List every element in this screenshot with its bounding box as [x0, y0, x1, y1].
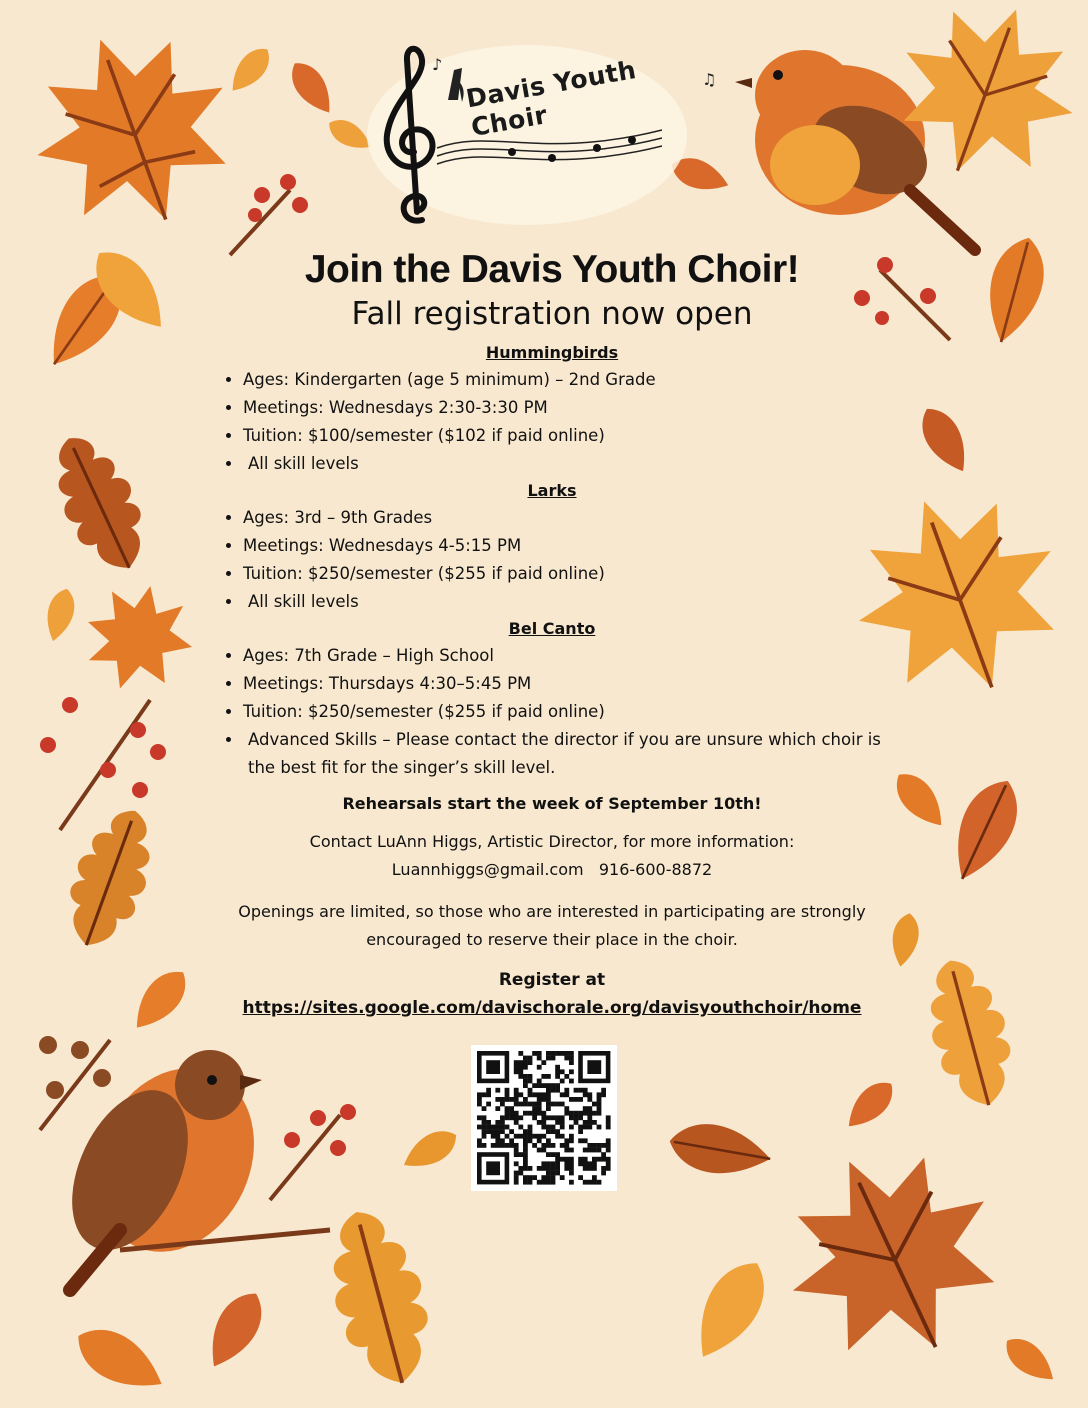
berry-branch-icon	[230, 174, 308, 255]
berry-branch-icon	[40, 697, 166, 830]
contact-info	[222, 828, 882, 884]
choir-logo	[362, 40, 717, 240]
list-item: • Tuition: $100/semester ($102 if paid online)	[243, 422, 882, 450]
list-item: • Ages: 7th Grade – High School	[243, 642, 882, 670]
berry-branch-icon	[270, 1104, 356, 1200]
list-item: • Ages: 3rd – 9th Grades	[243, 504, 882, 532]
berry-branch-icon	[39, 1036, 111, 1130]
logo-text: Davis Youth Choir	[463, 54, 639, 142]
oak-leaf-icon	[37, 423, 162, 582]
group-hummingbirds	[222, 340, 882, 478]
group-heading: Larks	[527, 481, 577, 500]
svg-text:♫: ♫	[702, 70, 717, 89]
qr-code-icon	[471, 1045, 617, 1191]
contact-email-link[interactable]: Luannhiggs@gmail.com	[391, 860, 584, 879]
svg-text:♪: ♪	[432, 55, 443, 74]
group-heading: Hummingbirds	[485, 343, 619, 362]
list-item: • Advanced Skills – Please contact the director if you are unsure which choir is the best fit for the singer’s skill level.	[243, 726, 882, 782]
flyer-content	[222, 244, 882, 1022]
group-details-list	[222, 366, 882, 478]
list-item: • Meetings: Thursdays 4:30–5:45 PM	[243, 670, 882, 698]
qr-code[interactable]	[471, 1045, 617, 1191]
group-details-list	[222, 504, 882, 616]
contact-phone[interactable]: 916-600-8872	[598, 860, 713, 879]
robin-bird-icon	[735, 50, 975, 250]
page-subtitle: Fall registration now open	[351, 296, 753, 332]
list-item: • Meetings: Wednesdays 4-5:15 PM	[243, 532, 882, 560]
contact-line: Contact LuAnn Higgs, Artistic Director, for more information:	[309, 832, 795, 851]
page-title: Join the Davis Youth Choir!	[304, 248, 800, 291]
list-item: • All skill levels	[243, 450, 882, 478]
group-details-list	[222, 642, 882, 782]
list-item: • Meetings: Wednesdays 2:30-3:30 PM	[243, 394, 882, 422]
register-label: Register at	[498, 970, 606, 990]
rehearsal-notice: Rehearsals start the week of September 10th!	[342, 794, 762, 813]
openings-notice: Openings are limited, so those who are interested in participating are strongly encouraged to reserve their place in the choir.	[238, 902, 866, 949]
robin-bird-icon	[49, 1042, 330, 1290]
group-heading: Bel Canto	[508, 619, 596, 638]
list-item: • Ages: Kindergarten (age 5 minimum) – 2nd Grade	[243, 366, 882, 394]
maple-leaf-icon	[8, 6, 259, 253]
register-url-link[interactable]: https://sites.google.com/davischorale.org/davisyouthchoir/home	[242, 998, 862, 1018]
group-larks	[222, 478, 882, 616]
list-item: • Tuition: $250/semester ($255 if paid online)	[243, 560, 882, 588]
list-item: • All skill levels	[243, 588, 882, 616]
list-item: • Tuition: $250/semester ($255 if paid online)	[243, 698, 882, 726]
group-bel-canto	[222, 616, 882, 782]
